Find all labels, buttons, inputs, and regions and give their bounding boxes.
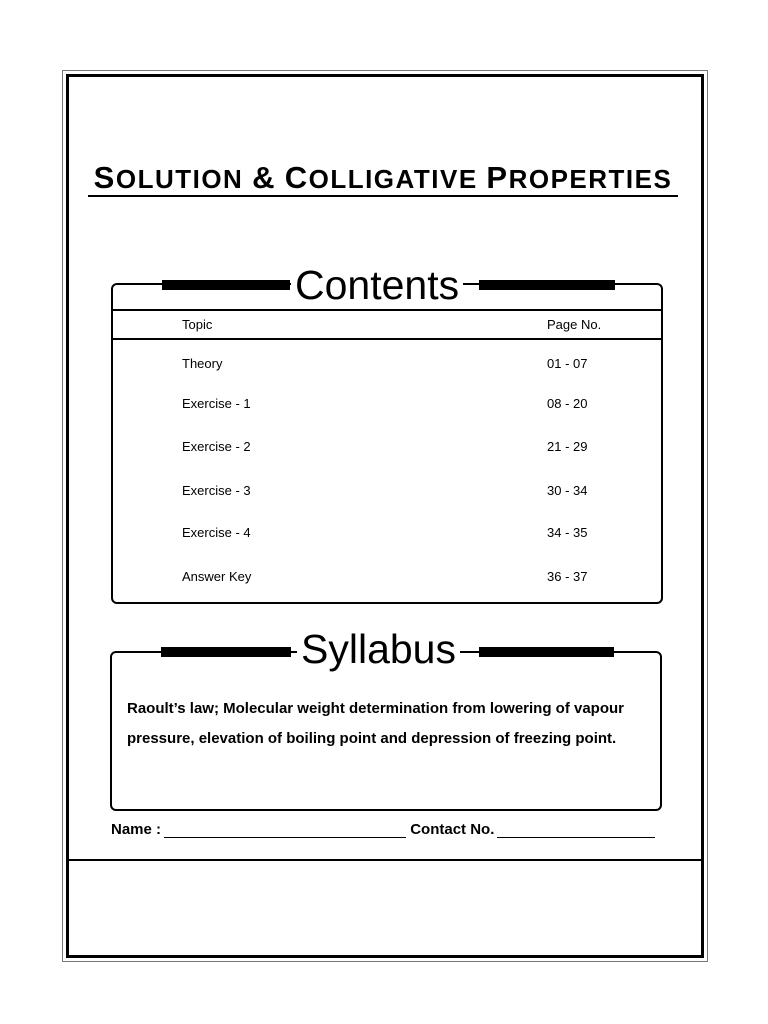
contents-bar-left: [162, 280, 290, 290]
document-title: [88, 160, 678, 196]
row-pages: 30 - 34: [547, 483, 588, 498]
contents-heading: Contents: [291, 263, 463, 307]
row-pages: 01 - 07: [547, 356, 588, 371]
column-header-page: Page No.: [547, 317, 602, 332]
row-topic: Theory: [182, 356, 223, 371]
contents-bar-right: [479, 280, 615, 290]
syllabus-bar-left: [161, 647, 291, 657]
table-header-bottom-rule: [113, 338, 661, 340]
row-topic: Answer Key: [182, 569, 252, 584]
row-topic: Exercise - 1: [182, 396, 251, 411]
column-header-topic: Topic: [182, 317, 213, 332]
footer-divider: [66, 859, 704, 861]
title-part-4-rest: ROPERTIES: [508, 164, 673, 194]
title-underline: [88, 195, 678, 197]
title-part-1-cap: S: [93, 160, 116, 195]
syllabus-bar-right: [479, 647, 614, 657]
row-pages: 34 - 35: [547, 525, 588, 540]
row-topic: Exercise - 2: [182, 439, 251, 454]
title-part-3-rest: OLLIGATIVE: [308, 164, 478, 194]
syllabus-text: Raoult’s law; Molecular weight determination from lowering of vapour pressure, elevation of boiling point and depression of freezing point.: [127, 700, 624, 747]
row-pages: 36 - 37: [547, 569, 588, 584]
name-label: Name :: [111, 821, 162, 838]
contact-field[interactable]: [497, 821, 655, 838]
title-part-1-rest: OLUTION: [115, 164, 244, 194]
row-topic: Exercise - 3: [182, 483, 251, 498]
row-topic: Exercise - 4: [182, 525, 251, 540]
title-part-2-cap: &: [252, 160, 276, 195]
row-pages: 21 - 29: [547, 439, 588, 454]
syllabus-heading: Syllabus: [297, 627, 460, 671]
contact-label: Contact No.: [410, 821, 495, 838]
name-field[interactable]: [164, 821, 406, 838]
row-pages: 08 - 20: [547, 396, 588, 411]
table-header-top-rule: [113, 309, 661, 311]
title-part-3-cap: C: [284, 160, 309, 195]
name-contact-row: [111, 821, 671, 838]
title-part-4-cap: P: [486, 160, 509, 195]
